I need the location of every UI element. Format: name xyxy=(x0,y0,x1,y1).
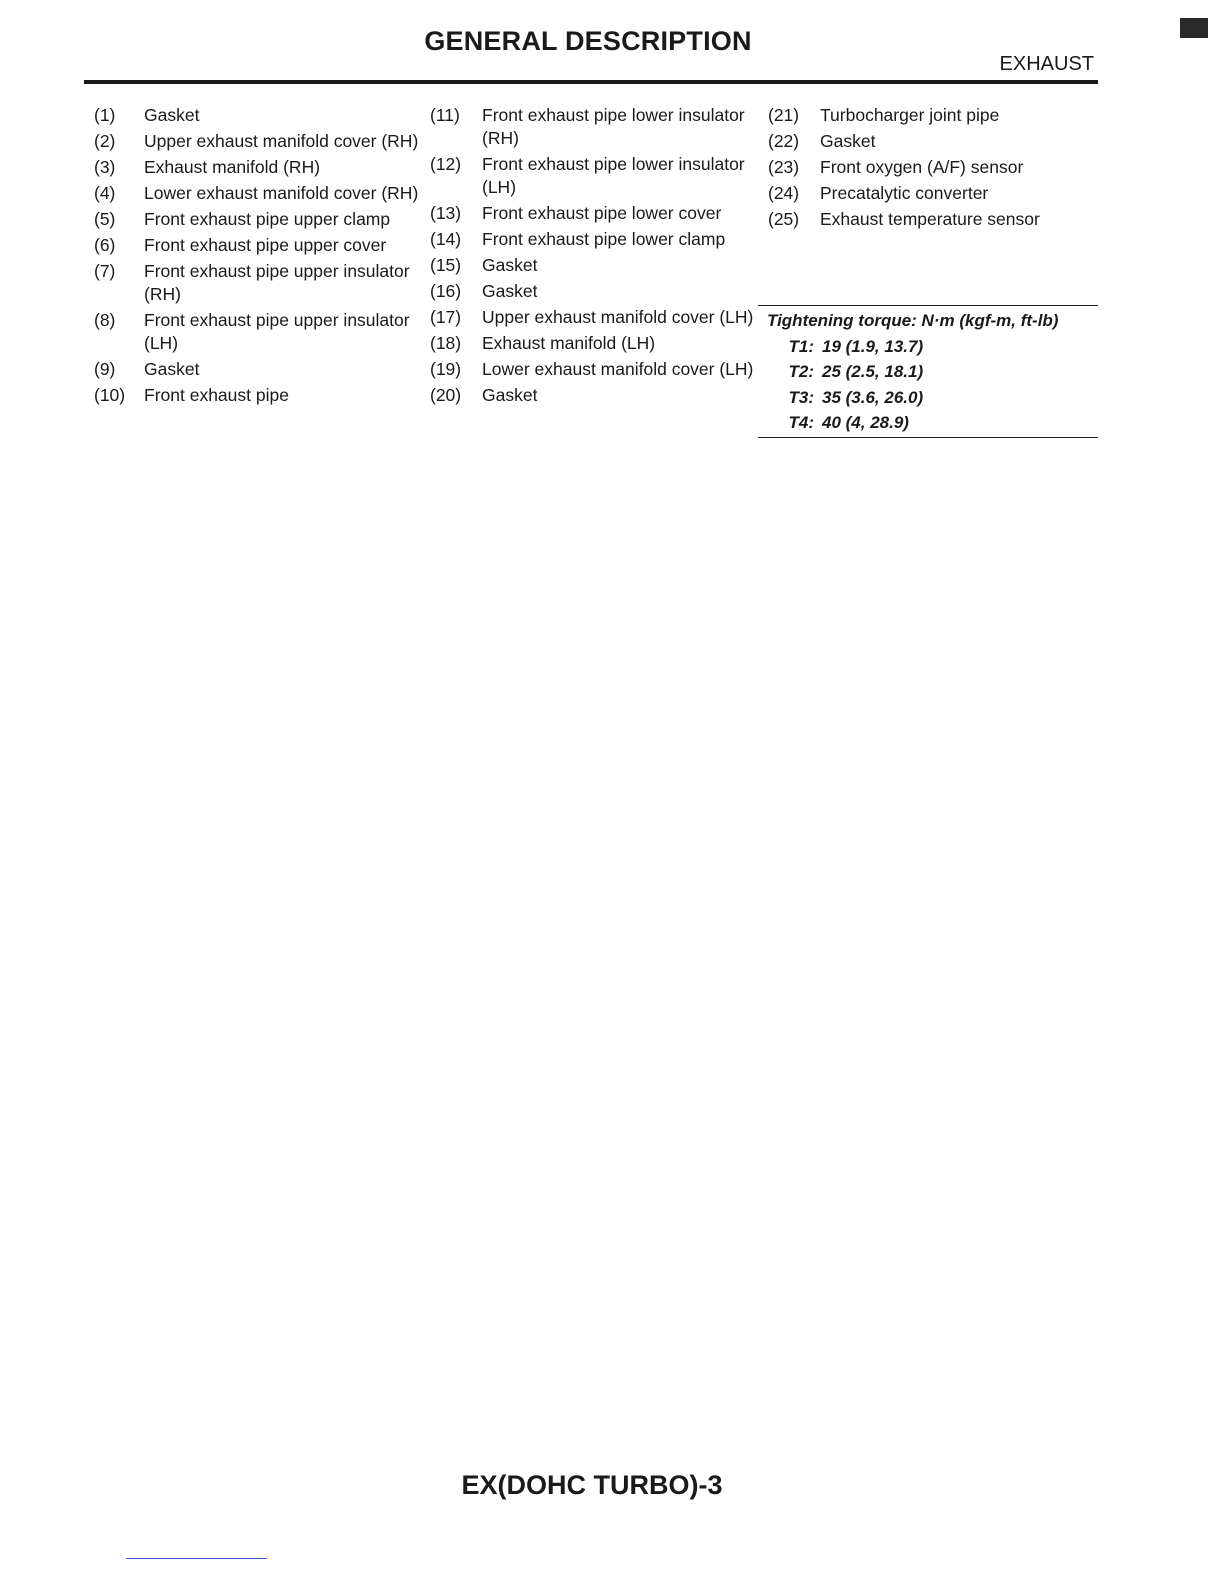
list-item xyxy=(94,384,424,407)
item-name: Exhaust temperature sensor xyxy=(820,209,1040,229)
item-name: Gasket xyxy=(144,359,200,379)
torque-label: T4: xyxy=(788,413,814,432)
item-name: Upper exhaust manifold cover (LH) xyxy=(482,307,754,327)
torque-row xyxy=(758,385,1098,411)
page-footer-code: EX(DOHC TURBO)-3 xyxy=(461,1470,723,1500)
torque-value: 19 (1.9, 13.7) xyxy=(822,336,924,356)
parts-list-column-3 xyxy=(768,104,1098,234)
list-item xyxy=(94,130,424,153)
list-item xyxy=(430,332,760,355)
item-number: (11) xyxy=(430,105,460,125)
parts-list-column-1 xyxy=(94,104,424,410)
torque-heading: Tightening torque: N·m (kgf-m, ft-lb) xyxy=(767,311,1059,330)
corner-mark xyxy=(1180,18,1208,38)
list-item xyxy=(430,228,760,251)
item-number: (13) xyxy=(430,203,462,223)
list-item xyxy=(94,182,424,205)
section-label: EXHAUST xyxy=(999,53,1094,75)
item-number: (8) xyxy=(94,310,116,330)
list-item xyxy=(430,358,760,381)
item-name: Gasket xyxy=(144,105,200,125)
list-item xyxy=(430,153,760,199)
torque-label: T2: xyxy=(788,362,814,381)
item-name: Front exhaust pipe upper insulator (RH) xyxy=(144,261,410,304)
list-item xyxy=(94,309,424,355)
item-name: Front exhaust pipe lower insulator (RH) xyxy=(482,105,745,148)
item-number: (18) xyxy=(430,333,462,353)
item-name: Front exhaust pipe upper insulator (LH) xyxy=(144,310,410,353)
torque-value: 25 (2.5, 18.1) xyxy=(822,362,924,381)
item-number: (9) xyxy=(94,359,116,379)
item-name: Gasket xyxy=(482,255,538,275)
list-item xyxy=(94,260,424,306)
item-name: Turbocharger joint pipe xyxy=(820,105,1000,125)
item-number: (24) xyxy=(768,183,800,203)
item-number: (12) xyxy=(430,154,462,174)
item-number: (15) xyxy=(430,255,462,275)
item-number: (16) xyxy=(430,281,462,301)
list-item xyxy=(94,104,424,127)
item-number: (21) xyxy=(768,105,800,125)
item-number: (5) xyxy=(94,209,116,229)
torque-value: 40 (4, 28.9) xyxy=(822,413,909,432)
list-item xyxy=(430,384,760,407)
list-item xyxy=(768,182,1098,205)
item-number: (1) xyxy=(94,105,116,125)
torque-row xyxy=(758,410,1098,436)
item-name: Front exhaust pipe upper cover xyxy=(144,235,387,255)
torque-label: T1: xyxy=(788,336,814,356)
list-item xyxy=(430,254,760,277)
list-item xyxy=(430,202,760,225)
list-item xyxy=(768,156,1098,179)
list-item xyxy=(768,208,1098,231)
item-name: Front exhaust pipe lower cover xyxy=(482,203,722,223)
item-number: (14) xyxy=(430,229,462,249)
list-item xyxy=(768,130,1098,153)
item-number: (7) xyxy=(94,261,116,281)
list-item xyxy=(94,234,424,257)
item-name: Front oxygen (A/F) sensor xyxy=(820,157,1024,177)
item-number: (22) xyxy=(768,131,800,151)
parts-list-column-2 xyxy=(430,104,760,410)
header-rule xyxy=(84,80,1098,84)
item-number: (3) xyxy=(94,157,116,177)
item-number: (10) xyxy=(94,385,126,405)
item-number: (17) xyxy=(430,307,462,327)
item-name: Lower exhaust manifold cover (LH) xyxy=(482,359,754,379)
tightening-torque-box xyxy=(758,305,1098,438)
page-title: GENERAL DESCRIPTION xyxy=(424,26,752,56)
item-number: (4) xyxy=(94,183,116,203)
list-item xyxy=(768,104,1098,127)
item-name: Front exhaust pipe upper clamp xyxy=(144,209,391,229)
list-item xyxy=(94,208,424,231)
item-number: (6) xyxy=(94,235,116,255)
item-number: (19) xyxy=(430,359,462,379)
list-item xyxy=(430,104,760,150)
list-item xyxy=(94,358,424,381)
item-name: Precatalytic converter xyxy=(820,183,989,203)
item-name: Gasket xyxy=(482,385,538,405)
item-name: Front exhaust pipe xyxy=(144,385,289,405)
item-name: Front exhaust pipe lower insulator (LH) xyxy=(482,154,745,197)
list-item xyxy=(430,280,760,303)
list-item xyxy=(94,156,424,179)
item-name: Gasket xyxy=(482,281,538,301)
item-name: Upper exhaust manifold cover (RH) xyxy=(144,131,419,151)
item-number: (23) xyxy=(768,157,800,177)
torque-label: T3: xyxy=(788,387,814,407)
item-name: Exhaust manifold (LH) xyxy=(482,333,656,353)
torque-row xyxy=(758,334,1098,360)
list-item xyxy=(430,306,760,329)
item-name: Exhaust manifold (RH) xyxy=(144,157,321,177)
item-number: (20) xyxy=(430,385,462,405)
torque-value: 35 (3.6, 26.0) xyxy=(822,387,924,407)
item-number: (2) xyxy=(94,131,116,151)
item-number: (25) xyxy=(768,209,800,229)
footer-link-rule xyxy=(126,1558,267,1559)
item-name: Gasket xyxy=(820,131,876,151)
item-name: Front exhaust pipe lower clamp xyxy=(482,229,726,249)
torque-row xyxy=(758,359,1098,385)
item-name: Lower exhaust manifold cover (RH) xyxy=(144,183,419,203)
